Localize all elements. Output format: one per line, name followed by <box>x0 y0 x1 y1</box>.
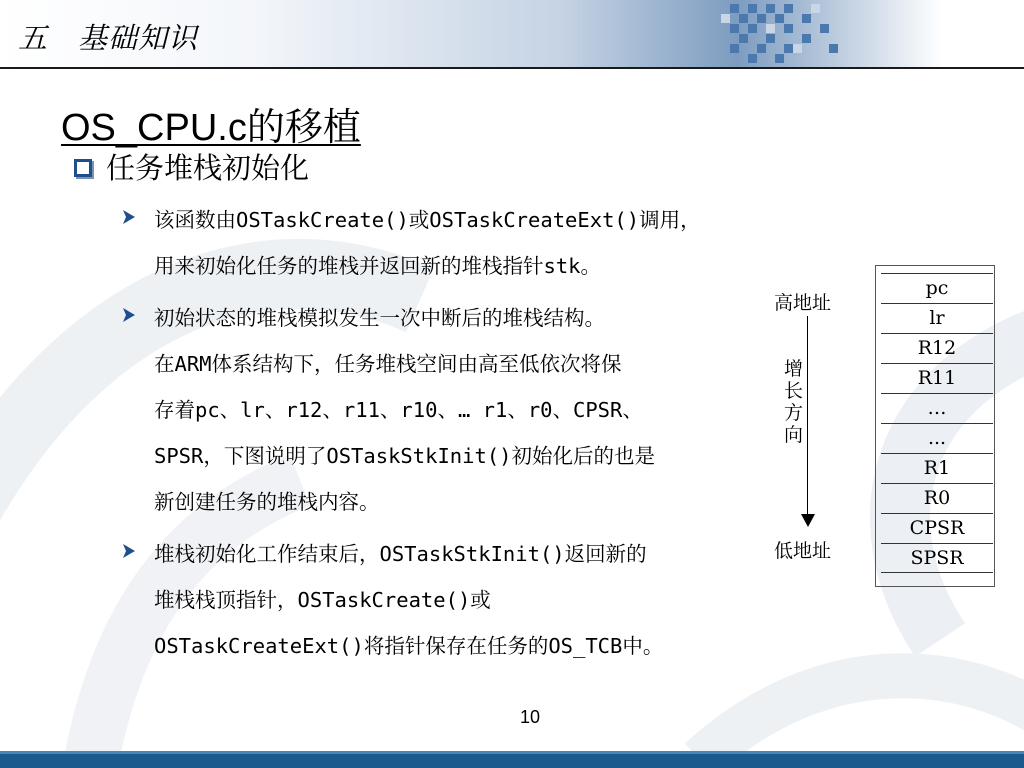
bullet-line: 该函数由OSTaskCreate()或OSTaskCreateExt()调用， <box>154 208 701 232</box>
bullet-list <box>122 197 742 675</box>
header-divider <box>0 67 1024 69</box>
arrow-bullet-icon <box>122 197 142 243</box>
bullet-item <box>122 531 742 669</box>
checkbox-bullet-icon <box>74 159 92 177</box>
section-title: 五 基础知识 <box>18 21 199 55</box>
footer-bar <box>0 754 1024 768</box>
mosaic-logo-icon <box>718 0 848 66</box>
stack-cells <box>881 273 993 573</box>
arrow-bullet-icon <box>122 295 142 341</box>
bullet-line: SPSR，下图说明了OSTaskStkInit()初始化后的也是 <box>154 444 655 468</box>
stack-frame <box>875 265 995 587</box>
arrow-bullet-icon <box>122 531 142 577</box>
bullet-text <box>142 531 663 669</box>
bullet-text <box>142 295 655 525</box>
high-address-label: 高地址 <box>774 292 832 314</box>
stack-cell: R12 <box>881 333 993 363</box>
slide-title: OS_CPU.c的移植 <box>61 107 361 149</box>
stack-cell: R11 <box>881 363 993 393</box>
growth-direction-line <box>807 316 808 520</box>
growth-direction-label: 增长方向 <box>784 358 804 446</box>
bullet-line: 存着pc、lr、r12、r11、r10、… r1、r0、CPSR、 <box>154 398 643 422</box>
stack-cell: R0 <box>881 483 993 513</box>
stack-cell: … <box>881 393 993 423</box>
stack-cell: lr <box>881 303 993 333</box>
bullet-line: 堆栈初始化工作结束后，OSTaskStkInit()返回新的 <box>154 542 647 566</box>
low-address-label: 低地址 <box>774 540 832 562</box>
arrow-down-icon <box>801 514 815 527</box>
stack-cell: R1 <box>881 453 993 483</box>
stack-diagram <box>770 262 1000 592</box>
page-number: 10 <box>520 707 541 727</box>
stack-cell: SPSR <box>881 543 993 573</box>
bullet-item <box>122 295 742 525</box>
bullet-item <box>122 197 742 289</box>
bullet-line: 初始状态的堆栈模拟发生一次中断后的堆栈结构。 <box>154 306 605 330</box>
bullet-text <box>142 197 701 289</box>
stack-cell: pc <box>881 273 993 303</box>
bullet-line: 用来初始化任务的堆栈并返回新的堆栈指针stk。 <box>154 254 602 278</box>
subheading-text: 任务堆栈初始化 <box>106 151 310 185</box>
bullet-line: 新创建任务的堆栈内容。 <box>154 490 380 514</box>
bullet-line: 堆栈栈顶指针，OSTaskCreate()或 <box>154 588 491 612</box>
stack-cell: CPSR <box>881 513 993 543</box>
subheading <box>74 146 309 187</box>
bullet-line: OSTaskCreateExt()将指针保存在任务的OS_TCB中。 <box>154 634 664 658</box>
stack-cell: ... <box>881 423 993 453</box>
bullet-line: 在ARM体系结构下，任务堆栈空间由高至低依次将保 <box>154 352 622 376</box>
